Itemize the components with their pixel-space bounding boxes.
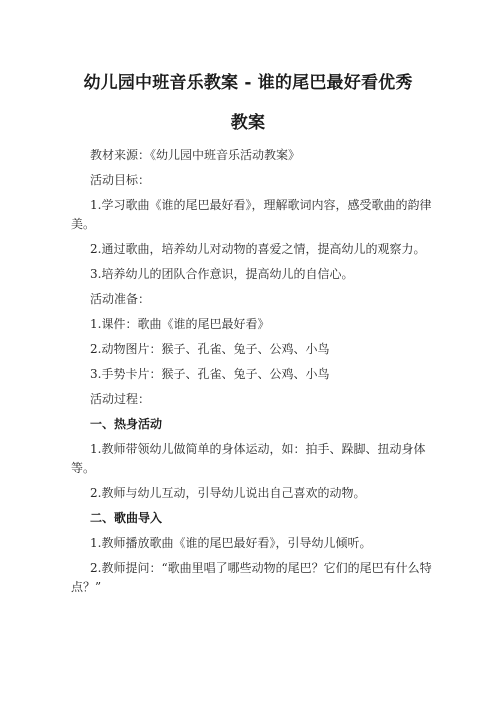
goal-item-1: 1.学习歌曲《谁的尾巴最好看》，理解歌词内容，感受歌曲的韵律 [90, 198, 432, 212]
process-label: 活动过程： [90, 392, 151, 406]
section-heading-warmup: 一、热身活动 [90, 417, 163, 431]
song-intro-item-2-continued: 点？” [71, 580, 102, 594]
document-title-line-2: 教案 [230, 113, 266, 133]
goal-item-2: 2.通过歌曲，培养幼儿对动物的喜爱之情，提高幼儿的观察力。 [90, 242, 426, 256]
warmup-item-2: 2.教师与幼儿互动，引导幼儿说出自己喜欢的动物。 [90, 486, 366, 500]
prep-item-1: 1.课件：歌曲《谁的尾巴最好看》 [90, 317, 270, 331]
goal-item-3: 3.培养幼儿的团队合作意识，提高幼儿的自信心。 [90, 267, 354, 281]
prep-item-3: 3.手势卡片：猴子、孔雀、兔子、公鸡、小鸟 [90, 367, 330, 381]
warmup-item-1-continued: 等。 [71, 461, 96, 475]
song-intro-item-1: 1.教师播放歌曲《谁的尾巴最好看》，引导幼儿倾听。 [90, 536, 372, 550]
prep-label: 活动准备： [90, 292, 151, 306]
song-intro-item-2: 2.教师提问：“歌曲里唱了哪些动物的尾巴？它们的尾巴有什么特 [90, 561, 432, 575]
document-title-line-1: 幼儿园中班音乐教案 - 谁的尾巴最好看优秀 [83, 73, 413, 93]
goals-label: 活动目标： [90, 173, 151, 187]
material-source: 教材来源：《幼儿园中班音乐活动教案》 [90, 148, 301, 162]
section-heading-song-intro: 二、歌曲导入 [90, 511, 163, 525]
prep-item-2: 2.动物图片：猴子、孔雀、兔子、公鸡、小鸟 [90, 342, 330, 356]
warmup-item-1: 1.教师带领幼儿做简单的身体运动，如：拍手、跺脚、扭动身体 [90, 442, 426, 456]
goal-item-1-continued: 美。 [71, 217, 96, 231]
